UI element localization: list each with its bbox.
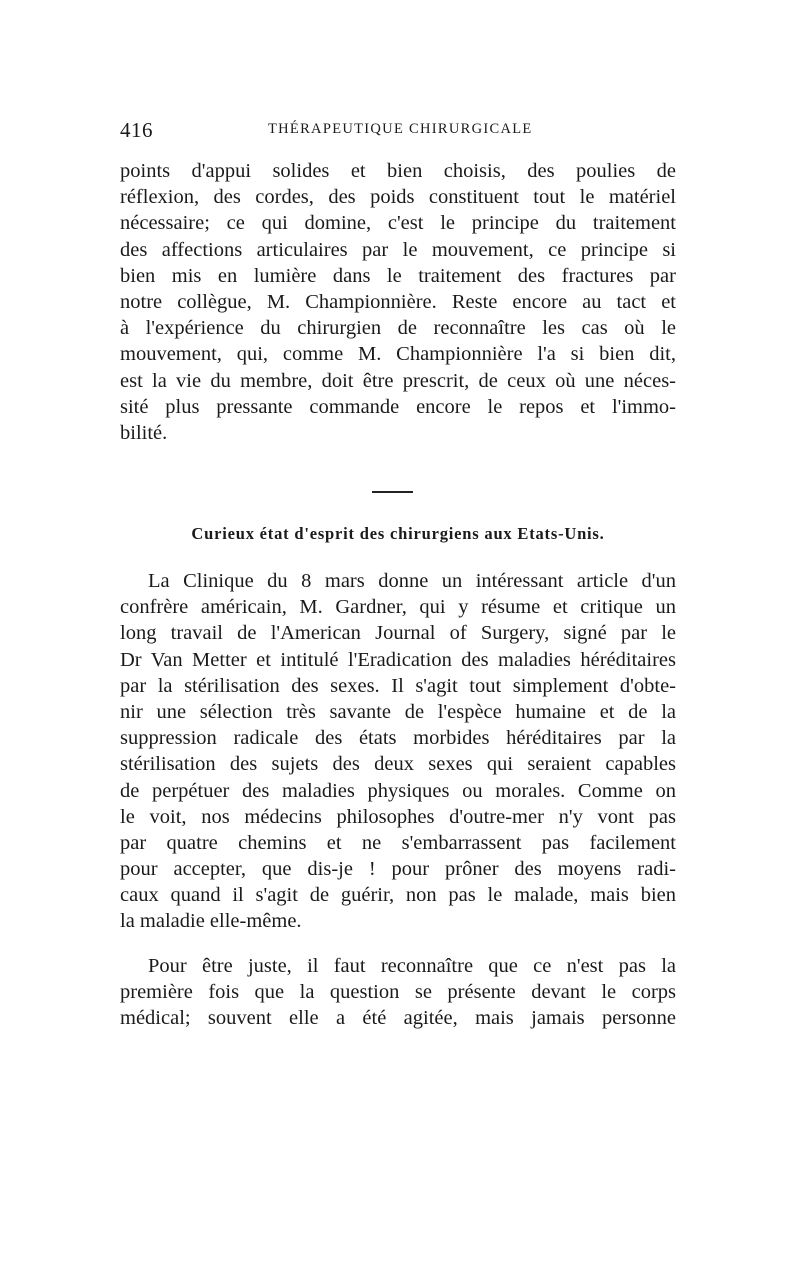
- paragraph-line: par quatre chemins et ne s'embarrassent pas facilement: [120, 831, 676, 854]
- paragraph-2: [120, 568, 676, 935]
- paragraph-line: médical; souvent elle a été agitée, mais jamais personne: [120, 1007, 676, 1030]
- paragraph-line: bien mis en lumière dans le traitement des fractures par: [120, 264, 676, 287]
- paragraph-line: notre collègue, M. Championnière. Reste encore au tact et: [120, 290, 676, 313]
- paragraph-line: par la stérilisation des sexes. Il s'agit tout simplement d'obte-: [120, 674, 676, 697]
- paragraph-line: confrère américain, M. Gardner, qui y résume et critique un: [120, 596, 676, 619]
- paragraph-line: à l'expérience du chirurgien de reconnaître les cas où le: [120, 317, 676, 340]
- paragraph-line: des affections articulaires par le mouvement, ce principe si: [120, 238, 676, 261]
- paragraph-line: points d'appui solides et bien choisis, des poulies de: [120, 160, 676, 182]
- paragraph-line: stérilisation des sujets des deux sexes qui seraient capables: [120, 753, 676, 776]
- paragraph-line: première fois que la question se présente devant le corps: [120, 981, 676, 1004]
- paragraph-line: La Clinique du 8 mars donne un intéressant article d'un: [148, 570, 676, 592]
- running-title: THÉRAPEUTIQUE CHIRURGICALE: [268, 121, 533, 137]
- section-heading: Curieux état d'esprit des chirurgiens aux Etats-Unis.: [191, 524, 605, 543]
- running-head: [120, 118, 676, 142]
- paragraph-line: caux quand il s'agit de guérir, non pas le malade, mais bien: [120, 884, 676, 907]
- paragraph-line: sité plus pressante commande encore le repos et l'immo-: [120, 395, 676, 418]
- paragraph-line: mouvement, qui, comme M. Championnière l'a si bien dit,: [120, 343, 676, 366]
- paragraph-line: Dr Van Metter et intitulé l'Eradication des maladies héréditaires: [120, 648, 676, 671]
- paragraph-line: réflexion, des cordes, des poids constituent tout le matériel: [120, 186, 676, 209]
- paragraph-line: suppression radicale des états morbides héréditaires par la: [120, 727, 676, 750]
- paragraph-line: pour accepter, que dis-je ! pour prôner des moyens radi-: [120, 858, 676, 881]
- page-number: 416: [120, 118, 153, 142]
- paragraph-1: [120, 158, 676, 446]
- paragraph-line: nir une sélection très savante de l'espèce humaine et de la: [120, 700, 676, 723]
- paragraph-line: de perpétuer des maladies physiques ou morales. Comme on: [120, 779, 676, 802]
- paragraph-line: est la vie du membre, doit être prescrit, de ceux où une néces-: [120, 369, 676, 392]
- paragraph-line: Pour être juste, il faut reconnaître que ce n'est pas la: [148, 955, 676, 977]
- paragraph-line: bilité.: [120, 421, 168, 444]
- paragraph-3: [120, 953, 676, 1032]
- paragraph-line: le voit, nos médecins philosophes d'outre-mer n'y vont pas: [120, 805, 676, 828]
- paragraph-line: long travail de l'American Journal of Surgery, signé par le: [120, 622, 676, 645]
- paragraph-line: la maladie elle-même.: [120, 910, 302, 933]
- paragraph-line: nécessaire; ce qui domine, c'est le principe du traitement: [120, 212, 676, 235]
- section-divider: [372, 491, 413, 493]
